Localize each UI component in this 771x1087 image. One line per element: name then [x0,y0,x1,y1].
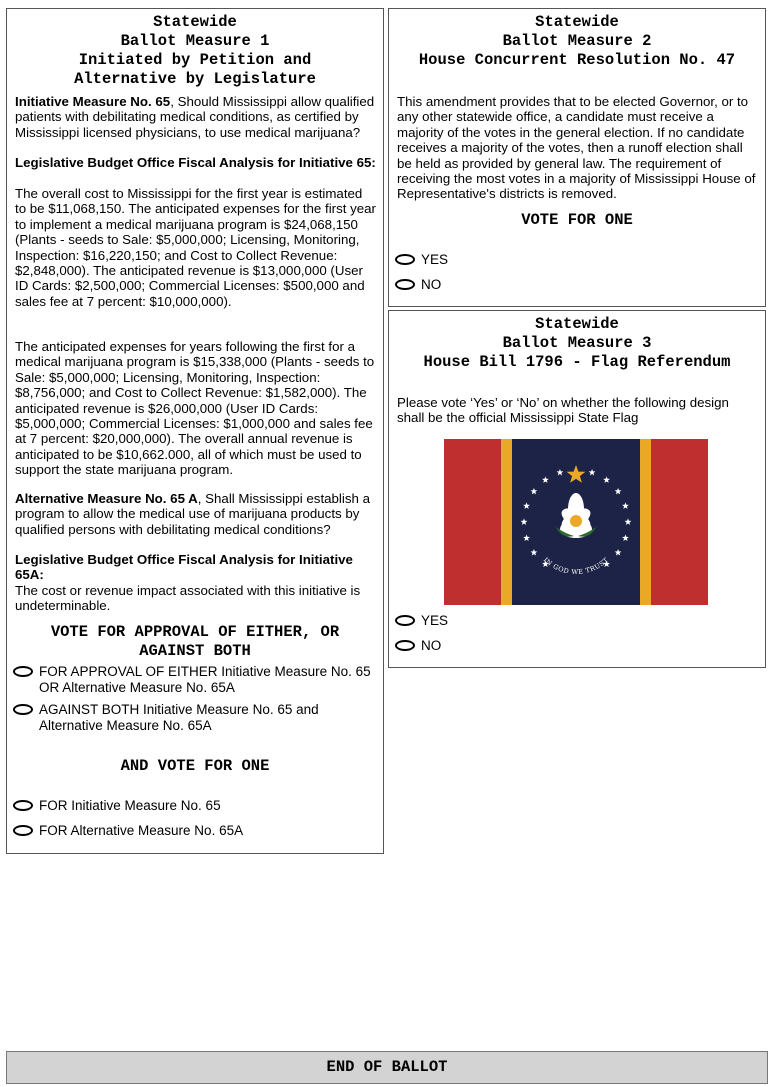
measure-1-header-line: Initiated by Petition and [78,51,312,69]
end-of-ballot-bar [6,1051,768,1084]
measure-1-header [7,13,383,89]
vote-instruction-line: AGAINST BOTH [139,642,251,660]
measure-2-header [389,13,765,70]
ballot-oval[interactable] [395,640,415,651]
measure-3-header-line: Statewide [535,315,619,333]
option-alternative-65a[interactable] [13,823,373,839]
ballot-oval[interactable] [395,615,415,626]
fiscal-65a-paragraph: The cost or revenue impact associated with this initiative is undeterminable. [15,583,361,614]
measure-3-box [388,310,766,668]
ballot-oval[interactable] [13,825,33,836]
end-of-ballot-label: END OF BALLOT [326,1058,448,1076]
measure-1-header-line: Ballot Measure 1 [120,32,270,50]
option-against-both[interactable] [13,702,373,734]
fiscal-65-paragraph-1: The overall cost to Mississippi for the first year is estimated to be $11,068,150. The anticipated expenses for the first year to implement a medical marijuana program is $24,068,150 (Plants - seeds to Sale: $5,000,000; Licensing, Monitoring, Inspection: $16,220,150; and Cost to Collect Revenue: $2,848,000). The anticipated revenue is $13,000,000 (User ID Cards: $2,500,000; Commercial Licenses: $500,000 and sales fee at 7 percent: $10,000,000). [15,186,376,309]
ballot-oval[interactable] [13,666,33,677]
measure-2-text: This amendment provides that to be elected Governor, or to any other statewide office, a candidate must receive a majority of the votes in the general election. If no candidate receives a majority of the votes, then a runoff election shall be held as provided by general law. The requirement of receiving the most votes in a majority of Mississippi House of Representative's districts is removed. [397,94,756,202]
option-initiative-65[interactable] [13,798,373,814]
alternative-65a-text: , Shall Mississippi establish a program to allow the medical use of marijuana products by qualified persons with debilitating medical conditions? [15,491,370,537]
fiscal-65a-title [15,552,377,583]
vote-instruction-either [7,623,383,661]
measure-2-vote-instruction: VOTE FOR ONE [521,211,633,229]
alternative-65a-title: Alternative Measure No. 65 A [15,491,198,506]
measure-2-yes-option[interactable] [395,252,448,268]
measure-2-no-option[interactable] [395,277,441,293]
option-label: NO [421,277,442,292]
flag-red-right [651,439,708,605]
option-label: YES [421,252,449,267]
option-label: FOR Initiative Measure No. 65 [39,798,221,813]
fiscal-65-title-text: Legislative Budget Office Fiscal Analysis for Initiative 65: [15,155,376,170]
measure-3-text: Please vote ‘Yes’ or ‘No’ on whether the following design shall be the official Mississippi State Flag [397,395,729,426]
measure-2-header-line: Statewide [535,13,619,31]
measure-1-box [6,8,384,854]
vote-instruction-line: VOTE FOR APPROVAL OF EITHER, OR [50,623,340,641]
flag-motto: IN GOD WE TRUST [541,555,611,577]
fiscal-65-title [15,155,377,170]
alternative-65a-question [15,491,377,537]
measure-3-header-line: Ballot Measure 3 [502,334,652,352]
measure-2-header-line: Ballot Measure 2 [502,32,652,50]
measure-2-box [388,8,766,307]
ballot-oval[interactable] [395,254,415,265]
option-label: NO [421,638,442,653]
measure-3-header-line: House Bill 1796 - Flag Referendum [423,353,731,371]
option-approval-either[interactable] [13,664,373,696]
ballot-oval[interactable] [13,704,33,715]
option-label: YES [421,613,449,628]
initiative-65-question [15,94,377,140]
measure-1-header-line: Statewide [153,13,237,31]
mississippi-flag-image [444,439,708,605]
option-label: FOR APPROVAL OF EITHER Initiative Measure No. 65 OR Alternative Measure No. 65A [39,664,371,695]
flag-gold-left [501,439,512,605]
ballot-oval[interactable] [395,279,415,290]
flag-red-left [444,439,501,605]
fiscal-65-paragraph-2: The anticipated expenses for years following the first for a medical marijuana program is $15,338,000 (Plants - seeds to Sale: $5,000,000; Licensing, Monitoring, Inspection: $8,756,000; and Cost to Collect Revenue: $1,582,000). The anticipated revenue is $26,000,000 (User ID Cards: $5,000,000; Commercial Licenses: $1,000,000 and sales fee at 7 percent: $20,000,000). The overall annual revenue is anticipated to be $10,662.000, all of which must be used to support the state marijuana program. [15,339,375,478]
option-label: FOR Alternative Measure No. 65A [39,823,244,838]
option-label: AGAINST BOTH Initiative Measure No. 65 and Alternative Measure No. 65A [39,702,319,733]
fiscal-65a-title-text: Legislative Budget Office Fiscal Analysis for Initiative 65A: [15,552,353,583]
initiative-65-text: , Should Mississippi allow qualified patients with debilitating medical conditions, as certified by Mississippi licensed physicians, to use medical marijuana? [15,94,375,140]
measure-3-no-option[interactable] [395,638,441,654]
measure-2-header-line: House Concurrent Resolution No. 47 [418,51,736,69]
flag-gold-right [640,439,651,605]
ballot-oval[interactable] [13,800,33,811]
vote-instruction-one: AND VOTE FOR ONE [120,757,270,775]
initiative-65-title: Initiative Measure No. 65 [15,94,171,109]
measure-1-header-line: Alternative by Legislature [74,70,316,88]
measure-3-header [389,315,765,372]
measure-3-yes-option[interactable] [395,613,448,629]
